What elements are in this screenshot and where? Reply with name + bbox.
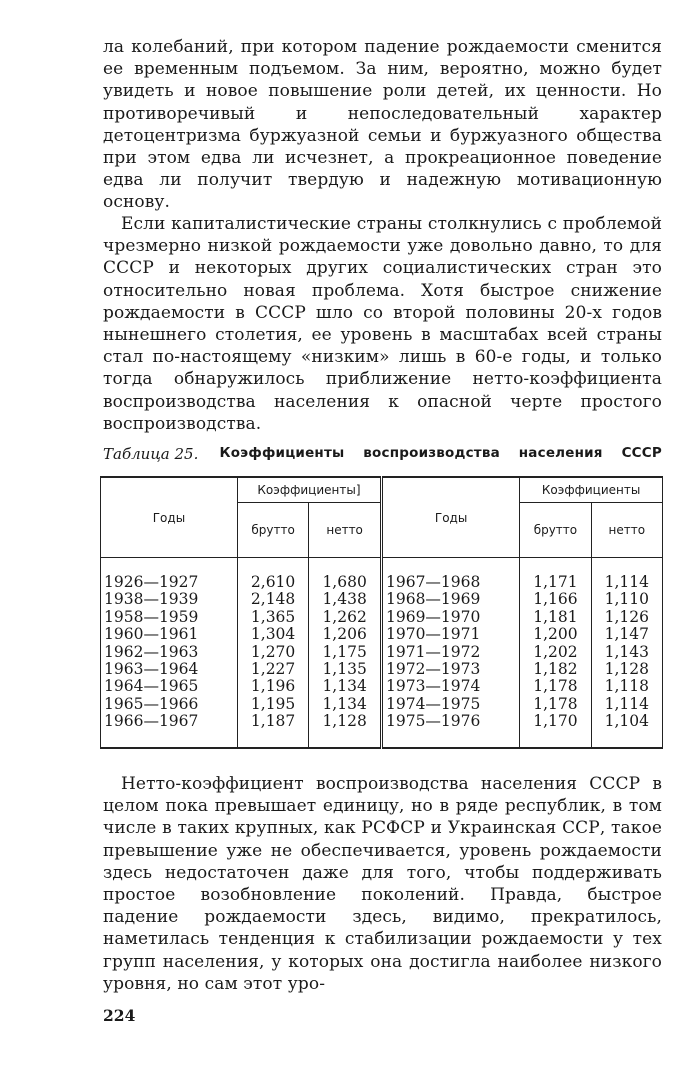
header-gross-left: брутто [237,503,308,558]
year-right-cell: 1968—1969 [381,591,519,608]
table-caption-title: Коэффициенты воспроизводства населения СССР [219,445,662,461]
page-number: 224 [103,1006,136,1025]
gross-right-cell: 1,178 [520,678,591,695]
net-left-cell: 1,680 [309,558,382,592]
year-right-cell: 1972—1973 [381,661,519,678]
year-right-cell: 1975—1976 [381,713,519,747]
year-left-cell: 1926—1927 [101,558,238,592]
net-right-cell: 1,110 [591,591,662,608]
table-caption-label: Таблица 25. [103,445,199,463]
table-row [101,558,663,592]
gross-right-cell: 1,200 [520,626,591,643]
gross-right-cell: 1,178 [520,696,591,713]
year-left-cell: 1963—1964 [101,661,238,678]
table-row [101,678,663,695]
gross-left-cell: 1,187 [237,713,308,747]
paragraph-1: ла колебаний, при котором падение рождаемости сменится ее временным подъемом. За ним, вероятно, можно будет увидеть и новое повышение роли детей, их ценности. Но противоречивый и непоследовательный характер детоцентризма буржуазной семьи и буржуазного общества при этом едва ли исчезнет, а прокреационное поведение едва ли получит твердую и надежную мотивационную основу. [103,37,662,213]
header-coefficients-right: Коэффициенты [520,477,663,503]
net-right-cell: 1,114 [591,558,662,592]
net-right-cell: 1,104 [591,713,662,747]
net-left-cell: 1,175 [309,644,382,661]
year-right-cell: 1970—1971 [381,626,519,643]
table-row [101,609,663,626]
net-left-cell: 1,134 [309,678,382,695]
net-right-cell: 1,143 [591,644,662,661]
table-caption [103,445,662,463]
year-right-cell: 1969—1970 [381,609,519,626]
table-row [101,696,663,713]
net-right-cell: 1,126 [591,609,662,626]
net-left-cell: 1,262 [309,609,382,626]
year-left-cell: 1960—1961 [101,626,238,643]
year-left-cell: 1962—1963 [101,644,238,661]
header-years-left: Годы [101,477,238,558]
header-gross-right: брутто [520,503,591,558]
gross-right-cell: 1,202 [520,644,591,661]
gross-left-cell: 1,227 [237,661,308,678]
gross-right-cell: 1,166 [520,591,591,608]
paragraph-3: Нетто-коэффициент воспроизводства населения СССР в целом пока превышает единицу, но в ряде республик, в том числе в таких крупных, как РСФСР и Украинская ССР, такое превышение уже не обеспечивается, уровень рождаемости здесь недостаточен даже для того, чтобы поддерживать простое возобновление поколений. Правда, быстрое падение рождаемости здесь, видимо, прекратилось, наметилась тенденция к стабилизации рождаемости у тех групп населения, у которых она достигла наиболее низкого уровня, но сам этот уро- [103,774,662,994]
gross-left-cell: 2,610 [237,558,308,592]
year-right-cell: 1974—1975 [381,696,519,713]
year-left-cell: 1938—1939 [101,591,238,608]
net-right-cell: 1,118 [591,678,662,695]
coefficients-table-wrapper [100,476,663,749]
gross-left-cell: 2,148 [237,591,308,608]
header-years-right: Годы [381,477,519,558]
net-right-cell: 1,147 [591,626,662,643]
net-left-cell: 1,135 [309,661,382,678]
gross-right-cell: 1,181 [520,609,591,626]
gross-right-cell: 1,171 [520,558,591,592]
table-body [101,558,663,748]
year-right-cell: 1967—1968 [381,558,519,592]
net-left-cell: 1,134 [309,696,382,713]
gross-left-cell: 1,304 [237,626,308,643]
year-right-cell: 1971—1972 [381,644,519,661]
year-right-cell: 1973—1974 [381,678,519,695]
coefficients-table [100,476,663,749]
net-left-cell: 1,128 [309,713,382,747]
table-row [101,644,663,661]
gross-right-cell: 1,182 [520,661,591,678]
table-row [101,661,663,678]
gross-left-cell: 1,196 [237,678,308,695]
net-left-cell: 1,206 [309,626,382,643]
gross-left-cell: 1,270 [237,644,308,661]
year-left-cell: 1965—1966 [101,696,238,713]
header-net-right: нетто [591,503,662,558]
gross-left-cell: 1,195 [237,696,308,713]
header-net-left: нетто [309,503,382,558]
table-row [101,591,663,608]
header-coefficients-left: Коэффициенты] [237,477,381,503]
gross-right-cell: 1,170 [520,713,591,747]
gross-left-cell: 1,365 [237,609,308,626]
net-right-cell: 1,128 [591,661,662,678]
table-row [101,626,663,643]
net-left-cell: 1,438 [309,591,382,608]
year-left-cell: 1958—1959 [101,609,238,626]
net-right-cell: 1,114 [591,696,662,713]
year-left-cell: 1966—1967 [101,713,238,747]
paragraph-2: Если капиталистические страны столкнулись с проблемой чрезмерно низкой рождаемости уже довольно давно, то для СССР и некоторых других социалистических стран это относительно новая проблема. Хотя быстрое снижение рождаемости в СССР шло со второй половины 20-х годов нынешнего столетия, ее уровень в масштабах всей страны стал по-настоящему «низким» лишь в 60-е годы, и только тогда обнаружилось приближение нетто-коэффициента воспроизводства населения к опасной черте простого воспроизводства. [103,214,662,434]
table-row [101,713,663,747]
year-left-cell: 1964—1965 [101,678,238,695]
